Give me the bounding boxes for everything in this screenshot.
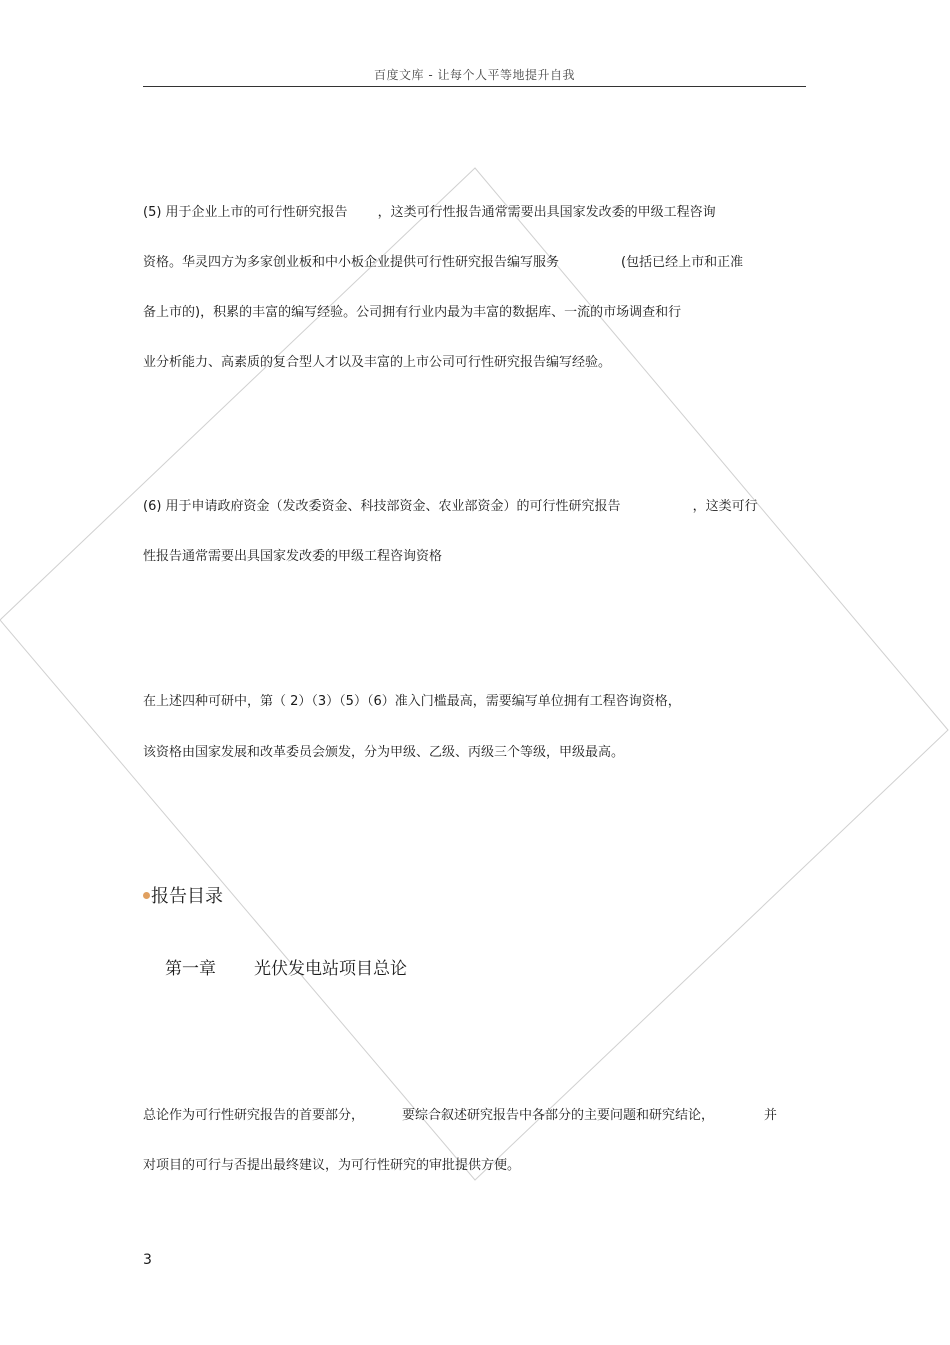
text-segment: ，这类可行	[692, 499, 758, 514]
text-segment: 总论作为可行性研究报告的首要部分，	[143, 1108, 365, 1123]
paragraph-6-line-1	[143, 499, 758, 515]
paragraph-8-line-1	[143, 1108, 777, 1124]
text-segment: (包括已经上市和正准	[621, 255, 744, 270]
text-segment: ，这类可行性报告通常需要出具国家发改委的甲级工程咨询	[377, 205, 716, 220]
paragraph-7-line-1: 在上述四种可研中，第（ 2）（3）（5）（6）准入门槛最高，需要编写单位拥有工程咨询资格，	[143, 694, 681, 709]
bullet-icon	[143, 892, 150, 899]
paragraph-5-line-2	[143, 255, 743, 271]
page-number: 3	[143, 1252, 152, 1268]
text-segment: (5) 用于企业上市的可行性研究报告	[143, 205, 348, 220]
paragraph-8-line-2: 对项目的可行与否提出最终建议，为可行性研究的审批提供方便。	[143, 1158, 521, 1173]
chapter-name: 光伏发电站项目总论	[254, 959, 407, 979]
text-segment: 要综合叙述研究报告中各部分的主要问题和研究结论，	[402, 1108, 715, 1123]
section-heading	[143, 886, 223, 908]
text-segment: 并	[764, 1108, 778, 1123]
heading-text: 报告目录	[151, 886, 223, 907]
chapter-title	[165, 958, 407, 980]
paragraph-7-line-2: 该资格由国家发展和改革委员会颁发，分为甲级、乙级、丙级三个等级，甲级最高。	[143, 745, 625, 760]
paragraph-5-line-1	[143, 205, 716, 221]
header-rule	[143, 86, 806, 87]
paragraph-5-line-3: 备上市的)，积累的丰富的编写经验。公司拥有行业内最为丰富的数据库、一流的市场调查和行	[143, 305, 682, 320]
page-header: 百度文库 - 让每个人平等地提升自我	[374, 68, 575, 82]
text-segment: 资格。华灵四方为多家创业板和中小板企业提供可行性研究报告编写服务	[143, 255, 560, 270]
paragraph-6-line-2: 性报告通常需要出具国家发改委的甲级工程咨询资格	[143, 549, 443, 564]
chapter-number: 第一章	[165, 959, 216, 979]
text-segment: (6) 用于申请政府资金（发改委资金、科技部资金、农业部资金）的可行性研究报告	[143, 499, 621, 514]
paragraph-5-line-4: 业分析能力、高素质的复合型人才以及丰富的上市公司可行性研究报告编写经验。	[143, 355, 612, 370]
